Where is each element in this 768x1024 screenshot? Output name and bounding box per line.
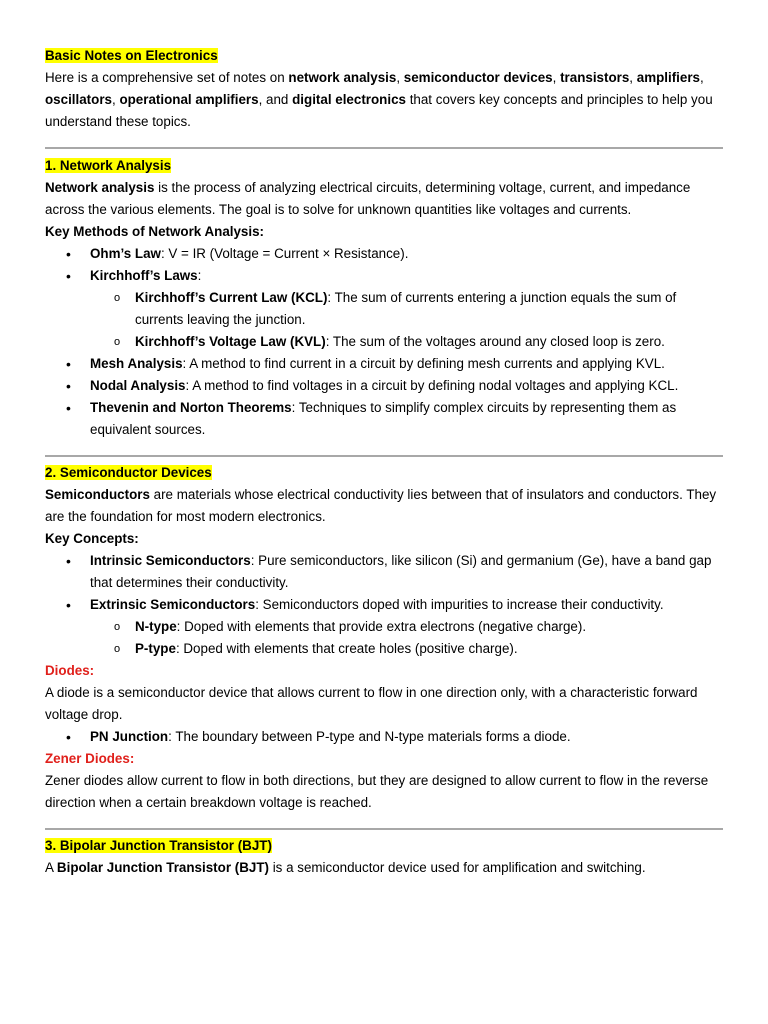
section-divider (45, 455, 723, 457)
list-item: • Thevenin and Norton Theorems: Techniques to simplify complex circuits by representing them as equivalent sources. (45, 397, 725, 441)
section-title: 2. Semiconductor Devices (45, 465, 212, 480)
list-item: • Kirchhoff’s Laws: (45, 265, 725, 287)
diodes-list (45, 726, 725, 748)
section-semiconductor-devices (45, 462, 725, 814)
methods-list (45, 243, 725, 441)
list-item: • Nodal Analysis: A method to find voltages in a circuit by defining nodal voltages and applying KCL. (45, 375, 725, 397)
list-item: • Extrinsic Semiconductors: Semiconductors doped with impurities to increase their conductivity. (45, 594, 725, 616)
sub-list-item: o N-type: Doped with elements that provide extra electrons (negative charge). (45, 616, 725, 638)
concepts-list (45, 550, 725, 660)
section-lead-paragraph: A Bipolar Junction Transistor (BJT) is a semiconductor device used for amplification and switching. (45, 860, 646, 875)
diodes-heading: Diodes: (45, 663, 95, 678)
list-item: • Mesh Analysis: A method to find current in a circuit by defining mesh currents and applying KVL. (45, 353, 725, 375)
subheading: Key Methods of Network Analysis: (45, 224, 265, 239)
section-lead-paragraph: Semiconductors are materials whose electrical conductivity lies between that of insulators and conductors. They are the foundation for most modern electronics. (45, 487, 717, 524)
section-title: 1. Network Analysis (45, 158, 172, 173)
sub-list-item: o Kirchhoff’s Voltage Law (KVL): The sum of the voltages around any closed loop is zero. (45, 331, 725, 353)
zener-heading: Zener Diodes: (45, 751, 135, 766)
list-item: • Ohm’s Law: V = IR (Voltage = Current × Resistance). (45, 243, 725, 265)
list-item: • PN Junction: The boundary between P-type and N-type materials forms a diode. (45, 726, 725, 748)
document-title: Basic Notes on Electronics (45, 48, 218, 63)
section-bjt (45, 835, 725, 879)
intro-paragraph: Here is a comprehensive set of notes on network analysis, semiconductor devices, transistors, amplifiers, oscillators, operational amplifiers, and digital electronics that covers key concepts and principles to help you understand these topics. (45, 70, 713, 129)
section-network-analysis (45, 155, 725, 441)
subheading: Key Concepts: (45, 531, 139, 546)
section-lead-paragraph: Network analysis is the process of analyzing electrical circuits, determining voltage, current, and impedance across the various elements. The goal is to solve for unknown quantities like voltages and currents. (45, 180, 691, 217)
section-title: 3. Bipolar Junction Transistor (BJT) (45, 838, 272, 853)
sub-list-item: o Kirchhoff’s Current Law (KCL): The sum of currents entering a junction equals the sum of currents leaving the junction. (45, 287, 725, 331)
section-divider (45, 147, 723, 149)
sub-list-item: o P-type: Doped with elements that create holes (positive charge). (45, 638, 725, 660)
section-divider (45, 828, 723, 830)
intro-section (45, 45, 725, 133)
diodes-paragraph: A diode is a semiconductor device that allows current to flow in one direction only, with a characteristic forward voltage drop. (45, 685, 698, 722)
list-item: • Intrinsic Semiconductors: Pure semiconductors, like silicon (Si) and germanium (Ge), have a band gap that determines their conductivity. (45, 550, 725, 594)
zener-paragraph: Zener diodes allow current to flow in both directions, but they are designed to allow current to flow in the reverse direction when a certain breakdown voltage is reached. (45, 773, 709, 810)
